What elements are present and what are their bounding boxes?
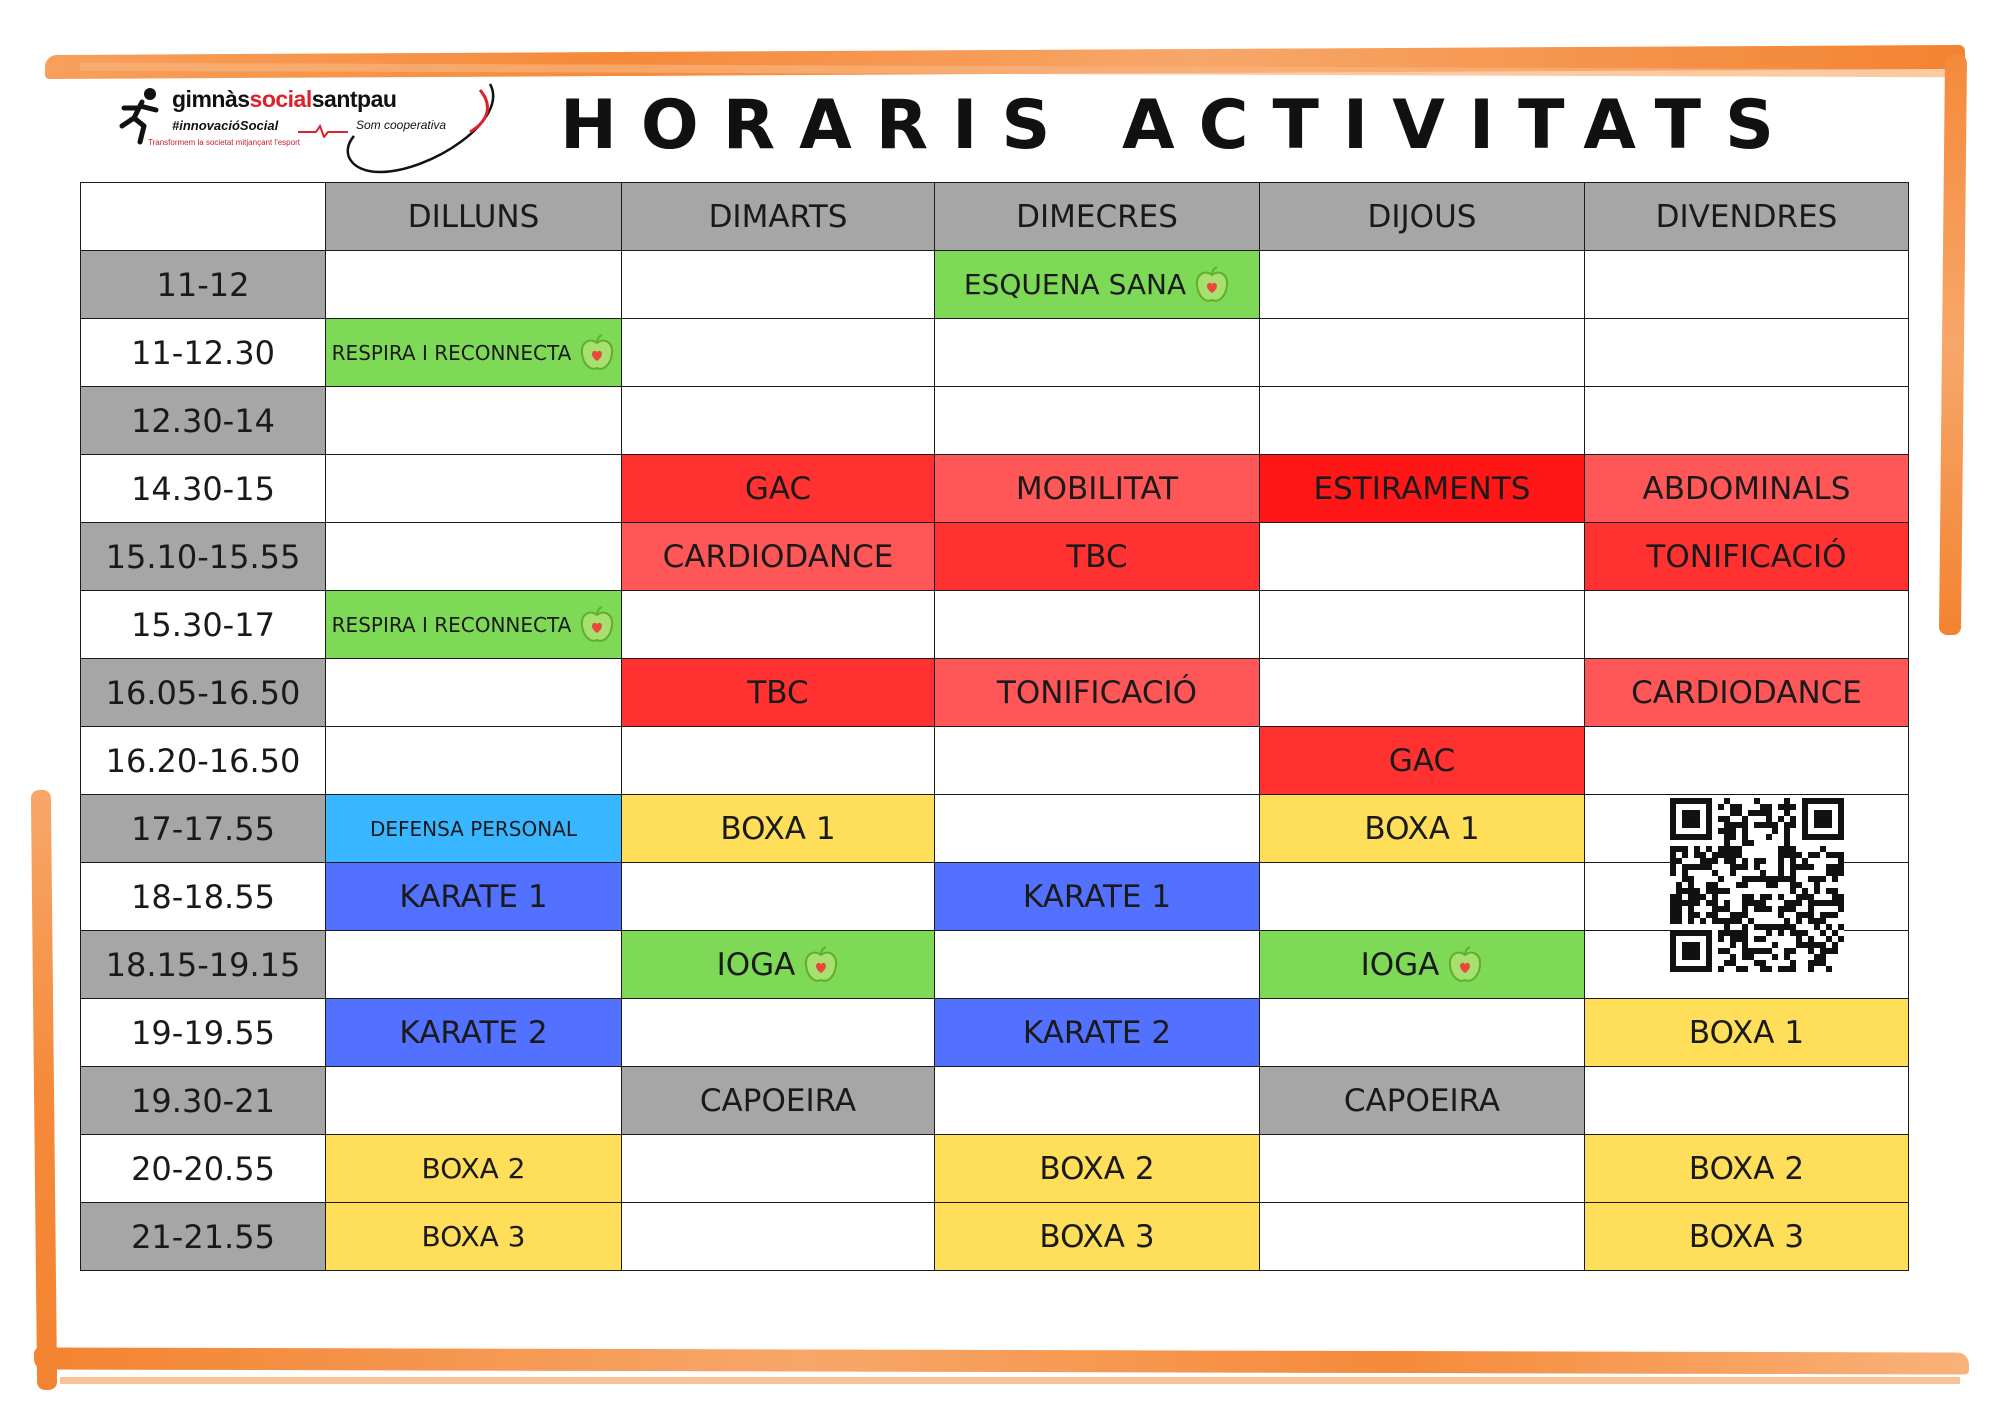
table-row: [81, 251, 1909, 319]
schedule-cell: [326, 1067, 622, 1135]
time-slot: 20-20.55: [81, 1135, 326, 1203]
time-slot: 16.05-16.50: [81, 659, 326, 727]
schedule-cell: [1585, 727, 1909, 795]
table-row: [81, 591, 1909, 659]
table-row: [81, 1067, 1909, 1135]
day-header: DIVENDRES: [1585, 183, 1909, 251]
table-row: [81, 387, 1909, 455]
activity-cell: CARDIODANCE: [622, 523, 935, 591]
activity-cell: KARATE 2: [935, 999, 1260, 1067]
activity-cell: BOXA 1: [622, 795, 935, 863]
activity-cell: BOXA 3: [1585, 1203, 1909, 1271]
schedule-cell: [1260, 1203, 1585, 1271]
time-slot: 11-12.30: [81, 319, 326, 387]
time-slot: 17-17.55: [81, 795, 326, 863]
schedule-cell: [326, 387, 622, 455]
schedule-cell: [622, 591, 935, 659]
day-header: DIMARTS: [622, 183, 935, 251]
time-slot: 19.30-21: [81, 1067, 326, 1135]
qr-code[interactable]: [1670, 798, 1844, 972]
time-slot: 19-19.55: [81, 999, 326, 1067]
table-row: [81, 863, 1909, 931]
table-row: [81, 1135, 1909, 1203]
schedule-cell: [1260, 251, 1585, 319]
schedule-cell: [935, 387, 1260, 455]
schedule-cell: [326, 931, 622, 999]
activity-cell: RESPIRA I RECONNECTA: [326, 319, 622, 387]
brand-tagline: Transformem la societat mitjançant l'esport: [148, 138, 300, 147]
activity-cell: CAPOEIRA: [622, 1067, 935, 1135]
table-row: [81, 931, 1909, 999]
activity-cell: TONIFICACIÓ: [935, 659, 1260, 727]
day-header: DILLUNS: [326, 183, 622, 251]
schedule-cell: [326, 523, 622, 591]
time-slot: 15.10-15.55: [81, 523, 326, 591]
frame-bottom-stroke: [34, 1347, 1969, 1374]
activity-cell: BOXA 3: [326, 1203, 622, 1271]
schedule-cell: [622, 999, 935, 1067]
frame-bottom-stroke-light: [60, 1377, 1960, 1384]
day-header: DIJOUS: [1260, 183, 1585, 251]
table-row: [81, 999, 1909, 1067]
schedule-cell: [622, 251, 935, 319]
schedule-cell: [1260, 999, 1585, 1067]
schedule-cell: [935, 931, 1260, 999]
activity-cell: KARATE 1: [935, 863, 1260, 931]
apple-heart-icon: [579, 333, 615, 373]
activity-cell: BOXA 3: [935, 1203, 1260, 1271]
schedule-cell: [1260, 591, 1585, 659]
activity-cell: TONIFICACIÓ: [1585, 523, 1909, 591]
activity-cell: ESTIRAMENTS: [1260, 455, 1585, 523]
schedule-cell: [1260, 863, 1585, 931]
schedule-cell: [935, 1067, 1260, 1135]
table-header-row: [81, 183, 1909, 251]
schedule-cell: [622, 863, 935, 931]
activity-cell: BOXA 2: [326, 1135, 622, 1203]
activity-cell: KARATE 2: [326, 999, 622, 1067]
activity-cell: BOXA 1: [1585, 999, 1909, 1067]
corner-cell: [81, 183, 326, 251]
schedule-cell: [326, 251, 622, 319]
brand-coop: Som cooperativa: [356, 118, 447, 132]
schedule-cell: [622, 387, 935, 455]
schedule-cell: [326, 659, 622, 727]
schedule-cell: [1585, 591, 1909, 659]
table-row: [81, 659, 1909, 727]
activity-cell: RESPIRA I RECONNECTA: [326, 591, 622, 659]
schedule-cell: [1585, 319, 1909, 387]
runner-icon: [112, 86, 172, 146]
apple-heart-icon: [1447, 945, 1483, 985]
schedule-cell: [1585, 251, 1909, 319]
activity-cell: TBC: [935, 523, 1260, 591]
activity-cell: CAPOEIRA: [1260, 1067, 1585, 1135]
schedule-cell: [1260, 387, 1585, 455]
frame-left-stroke: [31, 790, 57, 1390]
table-row: [81, 523, 1909, 591]
time-slot: 11-12: [81, 251, 326, 319]
schedule-table: [80, 182, 1909, 1271]
activity-cell: BOXA 1: [1260, 795, 1585, 863]
time-slot: 12.30-14: [81, 387, 326, 455]
brand-name: gimnàssocialsantpau: [172, 86, 397, 112]
activity-cell: KARATE 1: [326, 863, 622, 931]
time-slot: 14.30-15: [81, 455, 326, 523]
time-slot: 18.15-19.15: [81, 931, 326, 999]
page-title: HORARIS ACTIVITATS: [560, 86, 1798, 165]
activity-cell: ABDOMINALS: [1585, 455, 1909, 523]
apple-heart-icon: [803, 945, 839, 985]
frame-top-stroke-light: [80, 63, 1950, 78]
schedule-cell: [935, 795, 1260, 863]
activity-cell: MOBILITAT: [935, 455, 1260, 523]
activity-cell: CARDIODANCE: [1585, 659, 1909, 727]
schedule-cell: [935, 591, 1260, 659]
activity-cell: IOGA: [622, 931, 935, 999]
table-row: [81, 727, 1909, 795]
schedule-cell: [1585, 1067, 1909, 1135]
schedule-cell: [1260, 1135, 1585, 1203]
brand-hashtag: #innovacióSocial: [172, 118, 279, 133]
schedule-cell: [1585, 387, 1909, 455]
time-slot: 21-21.55: [81, 1203, 326, 1271]
frame-right-stroke: [1939, 55, 1967, 635]
table-row: [81, 1203, 1909, 1271]
activity-cell: BOXA 2: [935, 1135, 1260, 1203]
activity-cell: GAC: [622, 455, 935, 523]
table-row: [81, 455, 1909, 523]
activity-cell: IOGA: [1260, 931, 1585, 999]
activity-cell: BOXA 2: [1585, 1135, 1909, 1203]
schedule-cell: [622, 319, 935, 387]
time-slot: 16.20-16.50: [81, 727, 326, 795]
schedule-cell: [935, 727, 1260, 795]
day-header: DIMECRES: [935, 183, 1260, 251]
schedule-cell: [622, 727, 935, 795]
qr-code-icon: [1670, 798, 1844, 972]
schedule-cell: [622, 1135, 935, 1203]
schedule-cell: [622, 1203, 935, 1271]
schedule-cell: [326, 455, 622, 523]
schedule-cell: [1260, 523, 1585, 591]
activity-cell: TBC: [622, 659, 935, 727]
table-row: [81, 319, 1909, 387]
activity-cell: DEFENSA PERSONAL: [326, 795, 622, 863]
frame-top-stroke: [45, 45, 1965, 79]
activity-cell: ESQUENA SANA: [935, 251, 1260, 319]
apple-heart-icon: [1194, 265, 1230, 305]
schedule-cell: [1260, 659, 1585, 727]
activity-cell: GAC: [1260, 727, 1585, 795]
apple-heart-icon: [579, 605, 615, 645]
time-slot: 18-18.55: [81, 863, 326, 931]
schedule-cell: [1260, 319, 1585, 387]
schedule-cell: [326, 727, 622, 795]
schedule-cell: [935, 319, 1260, 387]
time-slot: 15.30-17: [81, 591, 326, 659]
table-row: [81, 795, 1909, 863]
gym-logo: [108, 80, 498, 180]
